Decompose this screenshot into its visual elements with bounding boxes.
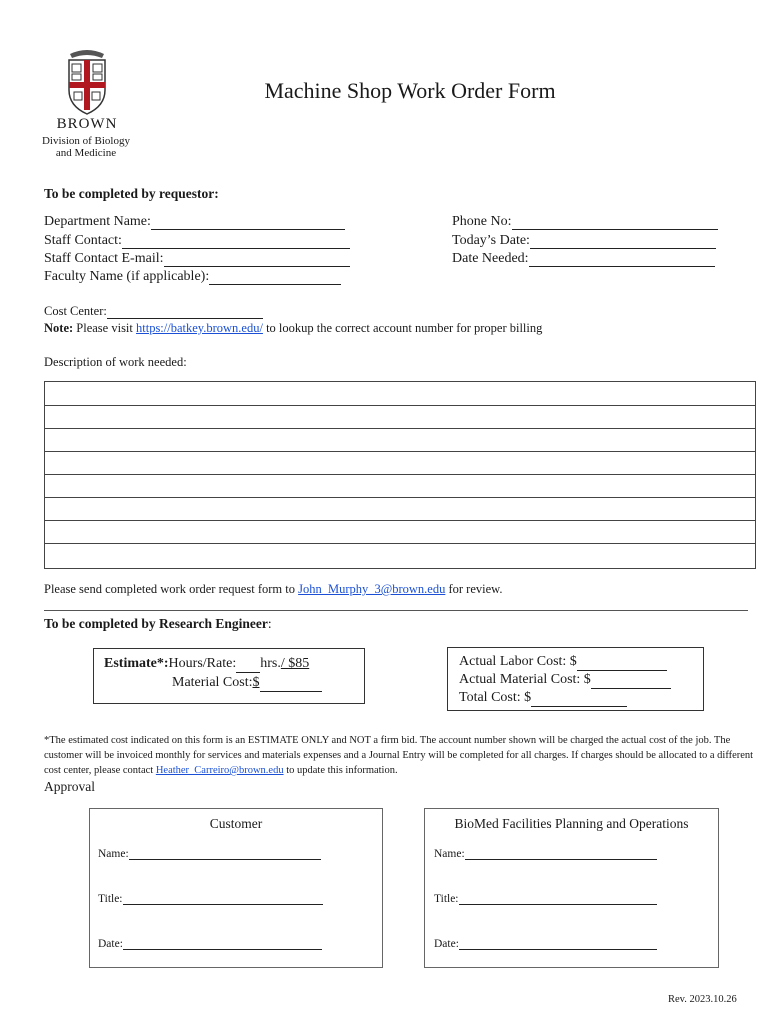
phone-label: Phone No: — [452, 214, 512, 229]
actual-material-label: Actual Material Cost: $ — [459, 672, 591, 687]
staff-contact-field[interactable] — [44, 233, 350, 249]
description-line — [45, 543, 755, 544]
section-divider — [44, 610, 748, 611]
revision-label: Rev. 2023.10.26 — [668, 994, 737, 1005]
description-box[interactable] — [44, 381, 756, 569]
hours-line[interactable] — [236, 658, 260, 673]
rate-value: / $85 — [280, 656, 310, 671]
biomed-title-label: Title: — [434, 893, 459, 905]
hours-rate-row[interactable] — [104, 655, 309, 673]
material-cost-label: Material Cost: — [172, 675, 253, 690]
note-label: Note: — [44, 321, 74, 335]
customer-title-label: Title: — [98, 893, 123, 905]
footnote-post: to update this information. — [283, 765, 398, 776]
send-instructions — [44, 582, 503, 597]
cost-center-line[interactable] — [107, 306, 263, 319]
note-text-pre: Please visit — [73, 321, 136, 335]
engineer-heading-text: To be completed by Research Engineer — [44, 616, 268, 631]
total-cost-line[interactable] — [531, 692, 627, 707]
send-text-post: for review. — [445, 582, 503, 596]
footnote-text: *The estimated cost indicated on this form is an ESTIMATE ONLY and NOT a firm bid. The account number shown will be charged the actual cost of the job. The customer will be invoiced monthly for services and materials expenses and a Journal Entry will be completed for all charges. If charges should be allocated to a different cost center, please contact — [44, 735, 754, 776]
date-needed-label: Date Needed: — [452, 251, 529, 266]
estimate-footnote — [44, 733, 756, 778]
material-cost-row[interactable] — [172, 674, 322, 692]
description-line — [45, 428, 755, 429]
john-murphy-email-link[interactable]: John_Murphy_3@brown.edu — [298, 582, 446, 596]
description-line — [45, 520, 755, 521]
date-needed-line[interactable] — [529, 252, 715, 267]
estimate-label: Estimate*: — [104, 656, 169, 671]
send-text-pre: Please send completed work order request form to — [44, 582, 299, 596]
actual-material-line[interactable] — [591, 674, 671, 689]
customer-name-line[interactable] — [129, 847, 321, 860]
customer-date-line[interactable] — [123, 937, 322, 950]
customer-date-field[interactable] — [98, 937, 322, 950]
batkey-link[interactable]: https://batkey.brown.edu/ — [136, 321, 263, 335]
approval-label: Approval — [44, 779, 95, 794]
cost-center-field[interactable] — [44, 304, 263, 319]
hours-rate-label: Hours/Rate: — [168, 656, 237, 671]
todays-date-label: Today’s Date: — [452, 233, 530, 248]
customer-title: Customer — [209, 816, 263, 831]
biomed-date-field[interactable] — [434, 937, 657, 950]
biomed-name-label: Name: — [434, 848, 465, 860]
todays-date-field[interactable] — [452, 233, 716, 249]
description-label: Description of work needed: — [44, 355, 187, 369]
biomed-title-field[interactable] — [434, 892, 657, 905]
customer-name-label: Name: — [98, 848, 129, 860]
staff-email-line[interactable] — [164, 252, 350, 267]
actual-material-row[interactable] — [459, 671, 671, 689]
cost-center-label: Cost Center: — [44, 304, 107, 318]
biomed-title-line[interactable] — [459, 892, 657, 905]
biomed-name-line[interactable] — [465, 847, 657, 860]
biomed-name-field[interactable] — [434, 847, 657, 860]
customer-name-field[interactable] — [98, 847, 321, 860]
actual-labor-row[interactable] — [459, 653, 667, 671]
department-line[interactable] — [151, 215, 345, 230]
customer-title-line[interactable] — [123, 892, 323, 905]
hrs-label: hrs. — [260, 656, 281, 671]
actual-labor-line[interactable] — [577, 656, 667, 671]
total-cost-label: Total Cost: $ — [459, 690, 532, 705]
staff-email-field[interactable] — [44, 251, 350, 267]
actual-cost-box — [447, 647, 704, 711]
staff-contact-label: Staff Contact: — [44, 233, 122, 248]
customer-title-field[interactable] — [98, 892, 323, 905]
faculty-label: Faculty Name (if applicable): — [44, 269, 210, 284]
description-line — [45, 497, 755, 498]
staff-contact-line[interactable] — [122, 234, 350, 249]
logo-wordmark: BROWN — [56, 116, 118, 132]
total-cost-row[interactable] — [459, 689, 627, 707]
department-label: Department Name: — [44, 214, 151, 229]
biomed-date-line[interactable] — [459, 937, 657, 950]
material-cost-line[interactable] — [260, 677, 322, 692]
faculty-line[interactable] — [209, 270, 341, 285]
requestor-heading: To be completed by requestor: — [44, 186, 219, 201]
logo-division: Division of Biology and Medicine — [41, 135, 130, 159]
engineer-heading-colon: : — [267, 616, 272, 631]
description-line — [45, 451, 755, 452]
engineer-heading — [44, 616, 272, 632]
customer-date-label: Date: — [98, 938, 123, 950]
estimate-box — [93, 648, 365, 704]
material-dollar: $ — [252, 675, 260, 690]
actual-labor-label: Actual Labor Cost: $ — [459, 654, 577, 669]
note-text-post: to lookup the correct account number for proper billing — [262, 321, 543, 335]
department-field[interactable] — [44, 214, 345, 230]
biomed-date-label: Date: — [434, 938, 459, 950]
form-title: Machine Shop Work Order Form — [264, 78, 556, 103]
todays-date-line[interactable] — [530, 234, 716, 249]
billing-note — [44, 321, 542, 336]
staff-email-label: Staff Contact E-mail: — [44, 251, 164, 266]
phone-field[interactable] — [452, 214, 718, 230]
description-line — [45, 405, 755, 406]
description-line — [45, 474, 755, 475]
date-needed-field[interactable] — [452, 251, 715, 267]
phone-line[interactable] — [512, 215, 718, 230]
biomed-title: BioMed Facilities Planning and Operations — [454, 816, 689, 831]
customer-approval-box — [89, 808, 383, 968]
biomed-approval-box — [424, 808, 719, 968]
heather-carreiro-email-link[interactable]: Heather_Carreiro@brown.edu — [155, 765, 284, 776]
faculty-field[interactable] — [44, 269, 341, 285]
